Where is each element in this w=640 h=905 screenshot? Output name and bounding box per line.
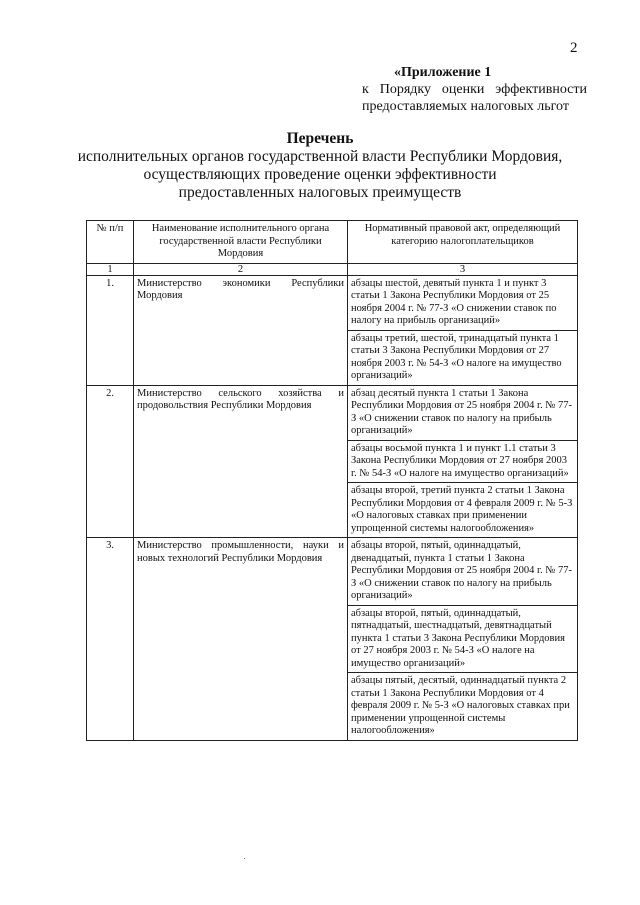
authorities-table — [86, 220, 578, 741]
table-header-row — [87, 221, 578, 264]
column-number: 3 — [348, 263, 578, 275]
legal-act: абзацы третий, шестой, тринадцатый пункта 1 статьи 3 Закона Республики Мордовия от 27 ноября 2003 г. № 54-З «О налоге на имущество организаций» — [348, 330, 578, 385]
legal-act: абзацы второй, пятый, одиннадцатый, двенадцатый, пункта 1 статьи 1 Закона Республики Мордовия от 25 ноября 2004 г. № 77-З «О снижении ставок по налогу на прибыль организаций» — [348, 538, 578, 606]
heading-line-3: предоставленных налоговых преимуществ — [178, 184, 462, 201]
column-number: 2 — [134, 263, 348, 275]
legal-act: абзацы пятый, десятый, одиннадцатый пункта 2 статьи 1 Закона Республики Мордовия от 4 февраля 2009 г. № 5-З «О налоговых ставках при применении упрощенной системы налогообложения» — [348, 673, 578, 741]
legal-act: абзацы восьмой пункта 1 и пункт 1.1 статьи 3 Закона Республики Мордовия от 27 ноября 2003 г. № 54-З «О налоге на имущество организаций» — [348, 440, 578, 483]
organ-name: Министерство экономики Республики Мордовия — [134, 275, 348, 385]
header-act: Нормативный правовой акт, определяющий категорию налогоплательщиков — [348, 221, 578, 264]
heading-line-1: исполнительных органов государственной власти Республики Мордовия, — [77, 148, 563, 165]
organ-name: Министерство промышленности, науки и новых технологий Республики Мордовия — [134, 538, 348, 741]
legal-act: абзацы второй, пятый, одиннадцатый, пятнадцатый, шестнадцатый, девятнадцатый пункта 1 статьи 3 Закона Республики Мордовия от 27 ноября 2003 г. № 54-З «О налоге на имущество организаций» — [348, 605, 578, 673]
page-number: 2 — [570, 40, 578, 56]
table-row — [87, 275, 578, 330]
header-organ: Наименование исполнительного органа государственной власти Республики Мордовия — [134, 221, 348, 264]
appendix-line-1: к Порядку оценки эффективности — [362, 82, 587, 97]
row-number: 1. — [87, 275, 134, 385]
heading-line-2: осуществляющих проведение оценки эффективности — [143, 166, 497, 183]
legal-act: абзацы второй, третий пункта 2 статьи 1 Закона Республики Мордовия от 4 февраля 2009 г. № 5-З «О налоговых ставках при применении упрощенной системы налогообложения» — [348, 483, 578, 538]
document-heading — [60, 130, 580, 202]
scan-speck — [244, 858, 245, 859]
table-row — [87, 385, 578, 440]
column-number: 1 — [87, 263, 134, 275]
heading-title: Перечень — [286, 130, 354, 147]
appendix-title: «Приложение 1 — [394, 65, 492, 80]
appendix-line-2: предоставляемых налоговых льгот — [362, 99, 569, 114]
row-number: 2. — [87, 385, 134, 538]
legal-act: абзацы шестой, девятый пункта 1 и пункт 3 статьи 1 Закона Республики Мордовия от 25 ноября 2004 г. № 77-З «О снижении ставок по налогу на прибыль организаций» — [348, 275, 578, 330]
appendix-block — [362, 64, 587, 115]
row-number: 3. — [87, 538, 134, 741]
column-number-row — [87, 263, 578, 275]
organ-name: Министерство сельского хозяйства и продовольствия Республики Мордовия — [134, 385, 348, 538]
header-number: № п/п — [87, 221, 134, 264]
table-row — [87, 538, 578, 606]
legal-act: абзац десятый пункта 1 статьи 1 Закона Республики Мордовия от 25 ноября 2004 г. № 77-З «О снижении ставок по налогу на прибыль организаций» — [348, 385, 578, 440]
